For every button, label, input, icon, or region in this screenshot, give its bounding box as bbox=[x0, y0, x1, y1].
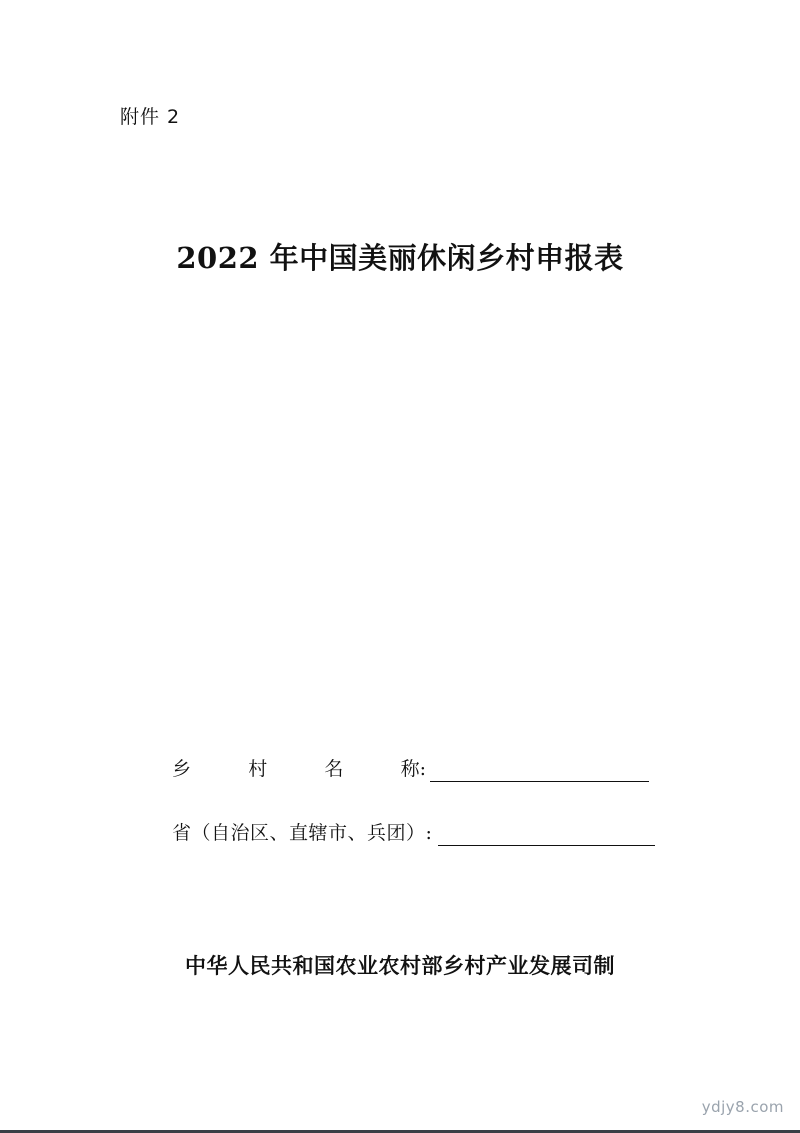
province-field bbox=[172, 816, 655, 846]
label-char: 称: bbox=[400, 758, 426, 780]
document-title: 2022 年中国美丽休闲乡村申报表 bbox=[176, 241, 624, 275]
label-char: 名 bbox=[324, 758, 344, 780]
label-char: 村 bbox=[248, 758, 268, 780]
province-blank bbox=[438, 821, 655, 846]
watermark: ydjy8.com bbox=[701, 1098, 784, 1116]
label-char: 乡 bbox=[172, 758, 192, 780]
attachment-label: 附件 2 bbox=[120, 106, 181, 128]
village-name-blank bbox=[430, 757, 649, 782]
province-label: 省（自治区、直辖市、兵团）: bbox=[172, 822, 433, 844]
village-name-label bbox=[172, 756, 426, 782]
issuer-text: 中华人民共和国农业农村部乡村产业发展司制 bbox=[185, 953, 615, 978]
village-name-field bbox=[172, 752, 649, 782]
